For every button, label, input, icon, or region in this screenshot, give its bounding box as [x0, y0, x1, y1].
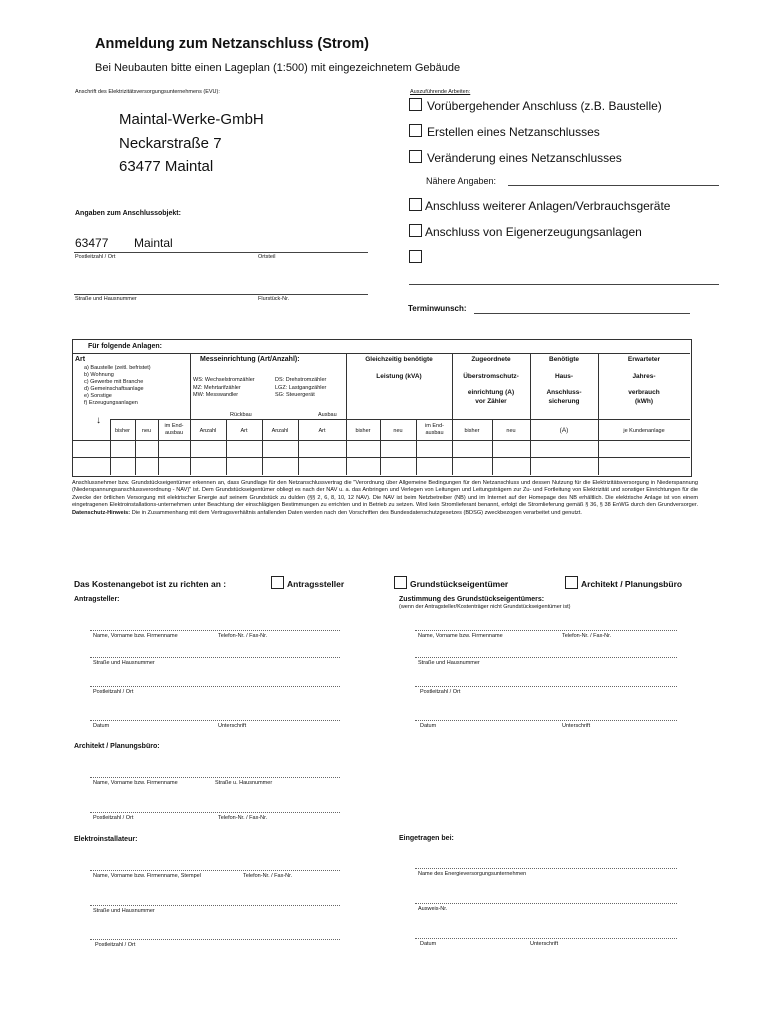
owner-note: (wenn der Antragsteller/Kostenträger nicht Grundstückseigentümer ist): [399, 604, 571, 610]
owner-plz-label: Postleitzahl / Ort: [420, 689, 461, 695]
rueckbau-label: Rückbau: [230, 412, 252, 418]
ortsteil-label: Ortsteil: [258, 254, 276, 260]
owner-street-field[interactable]: [415, 657, 677, 658]
registered-sign-field[interactable]: [415, 938, 677, 939]
installer-street-field[interactable]: [90, 905, 340, 906]
sub-bisher-3: bisher: [464, 428, 480, 434]
sub-art-1: Art: [240, 428, 248, 434]
installer-street-label: Straße und Hausnummer: [93, 908, 155, 914]
checkbox-change[interactable]: [409, 150, 422, 163]
object-plz: 63477: [75, 236, 109, 250]
mess-col2: DS: Drehstromzähler LGZ: Lastgangzähler SG: Steuergerät: [275, 377, 327, 398]
other-field[interactable]: [409, 284, 719, 285]
owner-name-field[interactable]: [415, 630, 677, 631]
registered-ausweis-label: Ausweis-Nr.: [418, 906, 448, 912]
cost-applicant-label: Antragssteller: [287, 579, 345, 589]
mess-label: Messeinrichtung (Art/Anzahl):: [200, 356, 300, 363]
applicant-name-field[interactable]: [90, 630, 340, 631]
termin-field[interactable]: [474, 313, 690, 314]
option-generation: Anschluss von Eigenerzeugungsanlagen: [425, 225, 642, 239]
applicant-date-label: Datum: [93, 723, 110, 729]
gleich-label: Gleichzeitig benötigte: [365, 356, 433, 363]
installer-tel-label: Telefon-Nr. / Fax-Nr.: [243, 873, 293, 879]
owner-label: Zustimmung des Grundstückseigentümers:: [399, 596, 545, 603]
sub-art-2: Art: [318, 428, 326, 434]
registered-label: Eingetragen bei:: [399, 835, 454, 842]
owner-tel-label: Telefon-Nr. / Fax-Nr.: [562, 633, 612, 639]
details-field[interactable]: [508, 185, 719, 186]
checkbox-temporary[interactable]: [409, 98, 422, 111]
cost-architect-label: Architekt / Planungsbüro: [581, 579, 683, 589]
ben-label-1: Benötigte: [549, 356, 579, 363]
erw-label-2: Jahres-: [632, 373, 656, 380]
ben-label-3: Anschluss-: [546, 389, 582, 396]
checkbox-more-devices[interactable]: [409, 198, 422, 211]
cost-owner-label: Grundstückseigentümer: [410, 579, 509, 589]
sub-bisher-1: bisher: [115, 428, 130, 434]
architect-street-label: Straße u. Hausnummer: [215, 780, 273, 786]
registered-date-label: Datum: [420, 941, 437, 947]
sub-anzahl-1: Anzahl: [199, 428, 217, 434]
zug-label-1: Zugeordnete: [471, 356, 511, 363]
option-temporary: Vorübergehender Anschluss (z.B. Baustelle): [427, 99, 662, 113]
termin-label: Terminwunsch:: [408, 304, 467, 313]
details-label: Nähere Angaben:: [426, 176, 497, 186]
sub-imend-1: im End-ausbau: [164, 423, 184, 436]
cost-label: Das Kostenangebot ist zu richten an :: [74, 579, 227, 589]
evu-name: Maintal-Werke-GmbH: [119, 111, 264, 128]
applicant-plz-field[interactable]: [90, 686, 340, 687]
checkbox-generation[interactable]: [409, 224, 422, 237]
erw-label-4: (kWh): [634, 398, 654, 405]
zug-label-3: einrichtung (A): [467, 389, 515, 396]
applicant-plz-label: Postleitzahl / Ort: [93, 689, 134, 695]
architect-name-field[interactable]: [90, 777, 340, 778]
registered-sign-label: Unterschrift: [530, 941, 559, 947]
checkbox-cost-applicant[interactable]: [271, 576, 284, 589]
architect-tel-label: Telefon-Nr. / Fax-Nr.: [218, 815, 268, 821]
leistung-label: Leistung (kVA): [376, 373, 422, 380]
object-street-field[interactable]: [74, 294, 368, 295]
checkbox-create[interactable]: [409, 124, 422, 137]
page-subtitle: Bei Neubauten bitte einen Lageplan (1:500) mit eingezeichnetem Gebäude: [95, 62, 461, 74]
plz-ort-label: Postleitzahl / Ort: [75, 254, 116, 260]
applicant-tel-label: Telefon-Nr. / Fax-Nr.: [218, 633, 268, 639]
owner-sign-field[interactable]: [415, 720, 677, 721]
evu-label: Anschrift des Elektrizitätsversorgungsunternehmens (EVU):: [75, 89, 220, 95]
flur-label: Flurstück-Nr.: [258, 296, 290, 302]
applicant-sign-field[interactable]: [90, 720, 340, 721]
evu-street: Neckarstraße 7: [119, 135, 222, 152]
sub-bisher-2: bisher: [355, 428, 371, 434]
registered-name-label: Name des Energieversorgungsunternehmen: [418, 871, 527, 877]
ausbau-label: Ausbau: [318, 412, 337, 418]
zug-label-2: Überstromschutz-: [463, 373, 519, 380]
checkbox-cost-architect[interactable]: [565, 576, 578, 589]
checkbox-cost-owner[interactable]: [394, 576, 407, 589]
installer-plz-label: Postleitzahl / Ort: [95, 942, 136, 948]
zug-label-4: vor Zähler: [475, 398, 507, 405]
option-create: Erstellen eines Netzanschlusses: [427, 125, 600, 139]
applicant-street-label: Straße und Hausnummer: [93, 660, 155, 666]
sub-imend-2: im End-ausbau: [425, 423, 444, 436]
legal-text: Anschlussnehmer bzw. Grundstückseigentümer erkennen an, dass Grundlage für den Netzanschlussvertrag die "Verordnung über Allgemeine Bedingungen für den Netzanschluss und dessen Nutzung für die Elektrizitätsversorgung in Niederspannung (Niederspannungsanschlussverordnung - NAV)" ist. Dem Grundstückseigentümer obliegt es nach der NAV u. a. das Anbringen und Verlegen von Leitungen und Leitungsträgern zur Zu- und Fortleitung von Elektrizität und sonstiger Einrichtungen für die Zwecke der örtlichen Versorgung mit elektrischer Energie auf seinem Grundstück zu dulden (§§ 2, 6, 8, 10, 12 NAV). Die NAV ist beim Netzbetreiber (NB) und im Internet auf der Homepage des NB erhältlich. Die elektrische Anlage ist von einem eingetragenen Elektroinstallations-unternehmen unter Beachtung der einschlägigen Bestimmungen zu errichten und in Betrieb zu setzen. Wird kein Stromlieferant benannt, erfolgt die Stromlieferung gemäß § 36, § 38 EnWG durch den Grundversorger. Datenschutz-Hinweis: Die in Zusammenhang mit dem Vertragsverhältnis anfallenden Daten werden nach den Vorschriften des Bundesdatenschutzgesetzes (BDSG) zweckbezogen verarbeitet und genutzt.: [72, 480, 698, 516]
sub-je: je Kundenanlage: [623, 428, 665, 434]
architect-plz-field[interactable]: [90, 812, 340, 813]
owner-street-label: Straße und Hausnummer: [418, 660, 480, 666]
installer-label: Elektroinstallateur:: [74, 836, 138, 843]
installer-name-field[interactable]: [90, 870, 340, 871]
erw-label-3: verbrauch: [628, 389, 660, 396]
owner-date-label: Datum: [420, 723, 437, 729]
sub-neu-3: neu: [506, 428, 516, 434]
owner-sign-label: Unterschrift: [562, 723, 591, 729]
architect-label: Architekt / Planungsbüro:: [74, 743, 160, 750]
object-label: Angaben zum Anschlussobjekt:: [75, 210, 181, 217]
registered-name-field[interactable]: [415, 868, 677, 869]
option-more-devices: Anschluss weiterer Anlagen/Verbrauchsgeräte: [425, 199, 671, 213]
owner-name-label: Name, Vorname bzw. Firmenname: [418, 633, 503, 639]
installer-name-label: Name, Vorname bzw. Firmenname, Stempel: [93, 873, 201, 879]
applicant-sign-label: Unterschrift: [218, 723, 247, 729]
ben-label-2: Haus-: [554, 373, 574, 380]
option-change: Veränderung eines Netzanschlusses: [427, 151, 622, 165]
erw-label-1: Erwarteter: [627, 356, 661, 363]
art-label: Art: [75, 356, 86, 363]
sub-neu-1: neu: [141, 428, 152, 434]
arrow-down-icon: ↓: [96, 415, 101, 426]
street-label: Straße und Hausnummer: [75, 296, 137, 302]
ben-label-4: sicherung: [548, 398, 580, 405]
checkbox-other[interactable]: [409, 250, 422, 263]
object-plz-field[interactable]: [74, 252, 368, 253]
sub-anzahl-2: Anzahl: [271, 428, 289, 434]
evu-city: 63477 Maintal: [119, 158, 214, 175]
applicant-name-label: Name, Vorname bzw. Firmenname: [93, 633, 178, 639]
object-ort: Maintal: [134, 236, 173, 250]
installer-plz-field[interactable]: [90, 939, 340, 940]
sub-neu-2: neu: [393, 428, 403, 434]
owner-plz-field[interactable]: [415, 686, 677, 687]
architect-plz-label: Postleitzahl / Ort: [93, 815, 134, 821]
architect-name-label: Name, Vorname bzw. Firmenname: [93, 780, 178, 786]
applicant-label: Antragsteller:: [74, 596, 120, 603]
mess-col1: WS: Wechselstromzähler MZ: Mehrtarifzähler MW: Messwandler: [193, 377, 255, 398]
page-title: Anmeldung zum Netzanschluss (Strom): [95, 36, 369, 52]
art-items: a) Baustelle (zeitl. befristet) b) Wohnung c) Gewerbe mit Branche d) Gemeinschaftsanlage e) Sonstige f) Erzeugungsanlagen: [84, 365, 151, 406]
table-header-bar: [72, 339, 690, 354]
registered-ausweis-field[interactable]: [415, 903, 677, 904]
table-header: Für folgende Anlagen:: [88, 343, 163, 350]
work-label: Auszuführende Arbeiten:: [410, 89, 471, 95]
sub-a: (A): [559, 427, 569, 434]
applicant-street-field[interactable]: [90, 657, 340, 658]
